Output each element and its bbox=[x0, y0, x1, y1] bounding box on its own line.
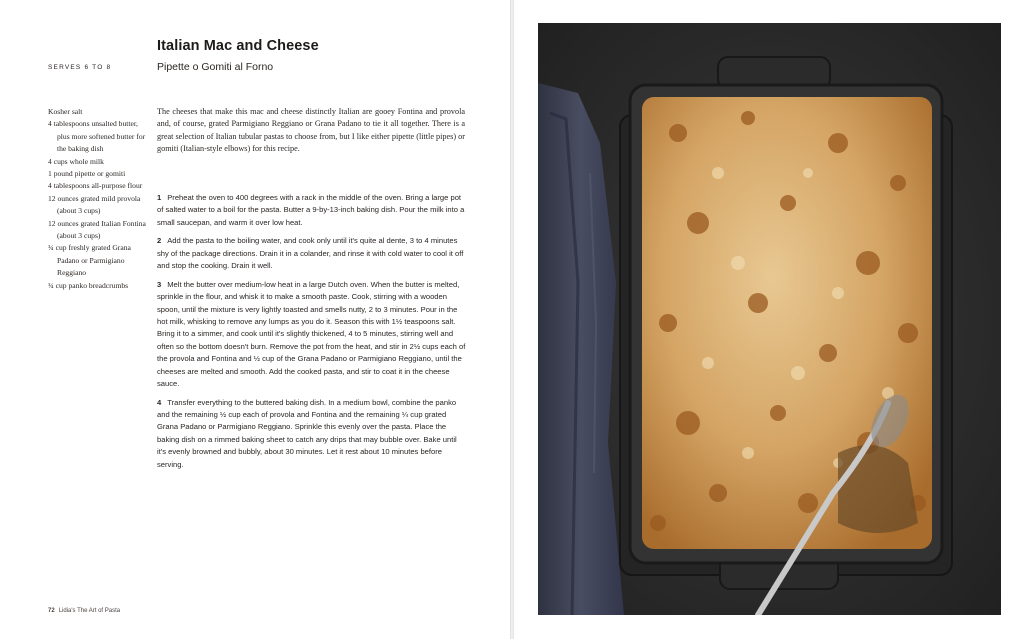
ingredient-item: ¾ cup freshly grated Grana Padano or Parmigiano Reggiano bbox=[48, 243, 131, 278]
step-number: 3 bbox=[157, 279, 162, 289]
step-number: 2 bbox=[157, 236, 162, 246]
left-page bbox=[0, 0, 510, 639]
ingredient-item: 12 ounces grated Italian Fontina (about 3 cups) bbox=[48, 218, 146, 241]
step-text: Add the pasta to the boiling water, and cook only until it's quite al dente, 3 to 4 minutes shy of the package directions. Drain it in a colander, and rinse it with cold water to cool it off and stop the cooking. Drain it well. bbox=[157, 236, 464, 271]
ingredient-item: 4 tablespoons all-purpose flour bbox=[48, 181, 143, 191]
page-footer bbox=[48, 608, 120, 614]
right-page bbox=[514, 0, 1024, 639]
recipe-step bbox=[157, 397, 467, 471]
serves-label: SERVES 6 TO 8 bbox=[48, 64, 112, 71]
step-number: 1 bbox=[157, 193, 162, 202]
ingredient-list bbox=[48, 106, 150, 292]
ingredient-item: ¾ cup panko breadcrumbs bbox=[48, 280, 129, 290]
page-number: 72 bbox=[48, 608, 55, 614]
recipe-subtitle: Pipette o Gomiti al Forno bbox=[157, 61, 274, 73]
recipe-intro: The cheeses that make this mac and cheese distinctly Italian are gooey Fontina and provola and, of course, grated Parmigiano Reggiano or Grana Padano to tie it all together. There is a great selection of Italian tubular pastas to choose from, but I like either pipette (little pipes) or gomiti (Italian-style elbows) for this recipe. bbox=[157, 107, 465, 154]
recipe-title: Italian Mac and Cheese bbox=[157, 38, 319, 54]
recipe-step bbox=[157, 235, 467, 272]
step-text: Melt the butter over medium-low heat in a large Dutch oven. When the butter is melted, sprinkle in the flour, and whisk it to make a smooth paste. Cook, stirring with a wooden spoon, until the mixture is very lightly toasted and smells nutty, 2 to 3 minutes. Pour in the hot milk, whisking to remove any lumps as you do it. Season this with 1½ teaspoons salt. Bring it to a simmer, and cook until it's slightly thickened, 4 to 5 minutes, stirring well and often so the bottom doesn't burn. Remove the pot from the heat, and stir in 2½ cups each of the provola and Fontina and ½ cup of the Grana Padano or Parmigiano Reggiano, until the cheeses are melted and smooth. Add the cooked pasta, and stir to coat it in the cheese sauce. bbox=[157, 279, 466, 389]
step-text: Transfer everything to the buttered baking dish. In a medium bowl, combine the panko and the remaining ½ cup each of provola and Fontina and the remaining ¼ cup grated Grana Padano or Parmigiano Reggiano. Sprinkle this evenly over the pasta. Place the baking dish on a rimmed baking sheet to catch any drips that may bubble over. Bake until it's evenly browned and bubbly, about 30 minutes. Let it rest about 10 minutes before serving. bbox=[157, 397, 457, 469]
ingredient-item: 12 ounces grated mild provola (about 3 cups) bbox=[48, 193, 141, 216]
recipe-steps bbox=[157, 192, 467, 477]
recipe-step bbox=[157, 279, 467, 391]
recipe-step bbox=[157, 192, 467, 229]
ingredient-item: Kosher salt bbox=[48, 107, 83, 116]
step-text: Preheat the oven to 400 degrees with a rack in the middle of the oven. Bring a large pot of salted water to a boil for the pasta. Butter a 9-by-13-inch baking dish. Pour the milk into a small saucepan, and warm it over low heat. bbox=[157, 193, 465, 227]
mac-and-cheese-photo bbox=[538, 23, 1001, 615]
ingredient-item: 4 cups whole milk bbox=[48, 156, 104, 166]
ingredient-item: 1 pound pipette or gomiti bbox=[48, 169, 126, 179]
ingredient-item: 4 tablespoons unsalted butter, plus more softened butter for the baking dish bbox=[48, 119, 146, 154]
step-number: 4 bbox=[157, 397, 162, 407]
book-title: Lidia's The Art of Pasta bbox=[58, 608, 121, 614]
